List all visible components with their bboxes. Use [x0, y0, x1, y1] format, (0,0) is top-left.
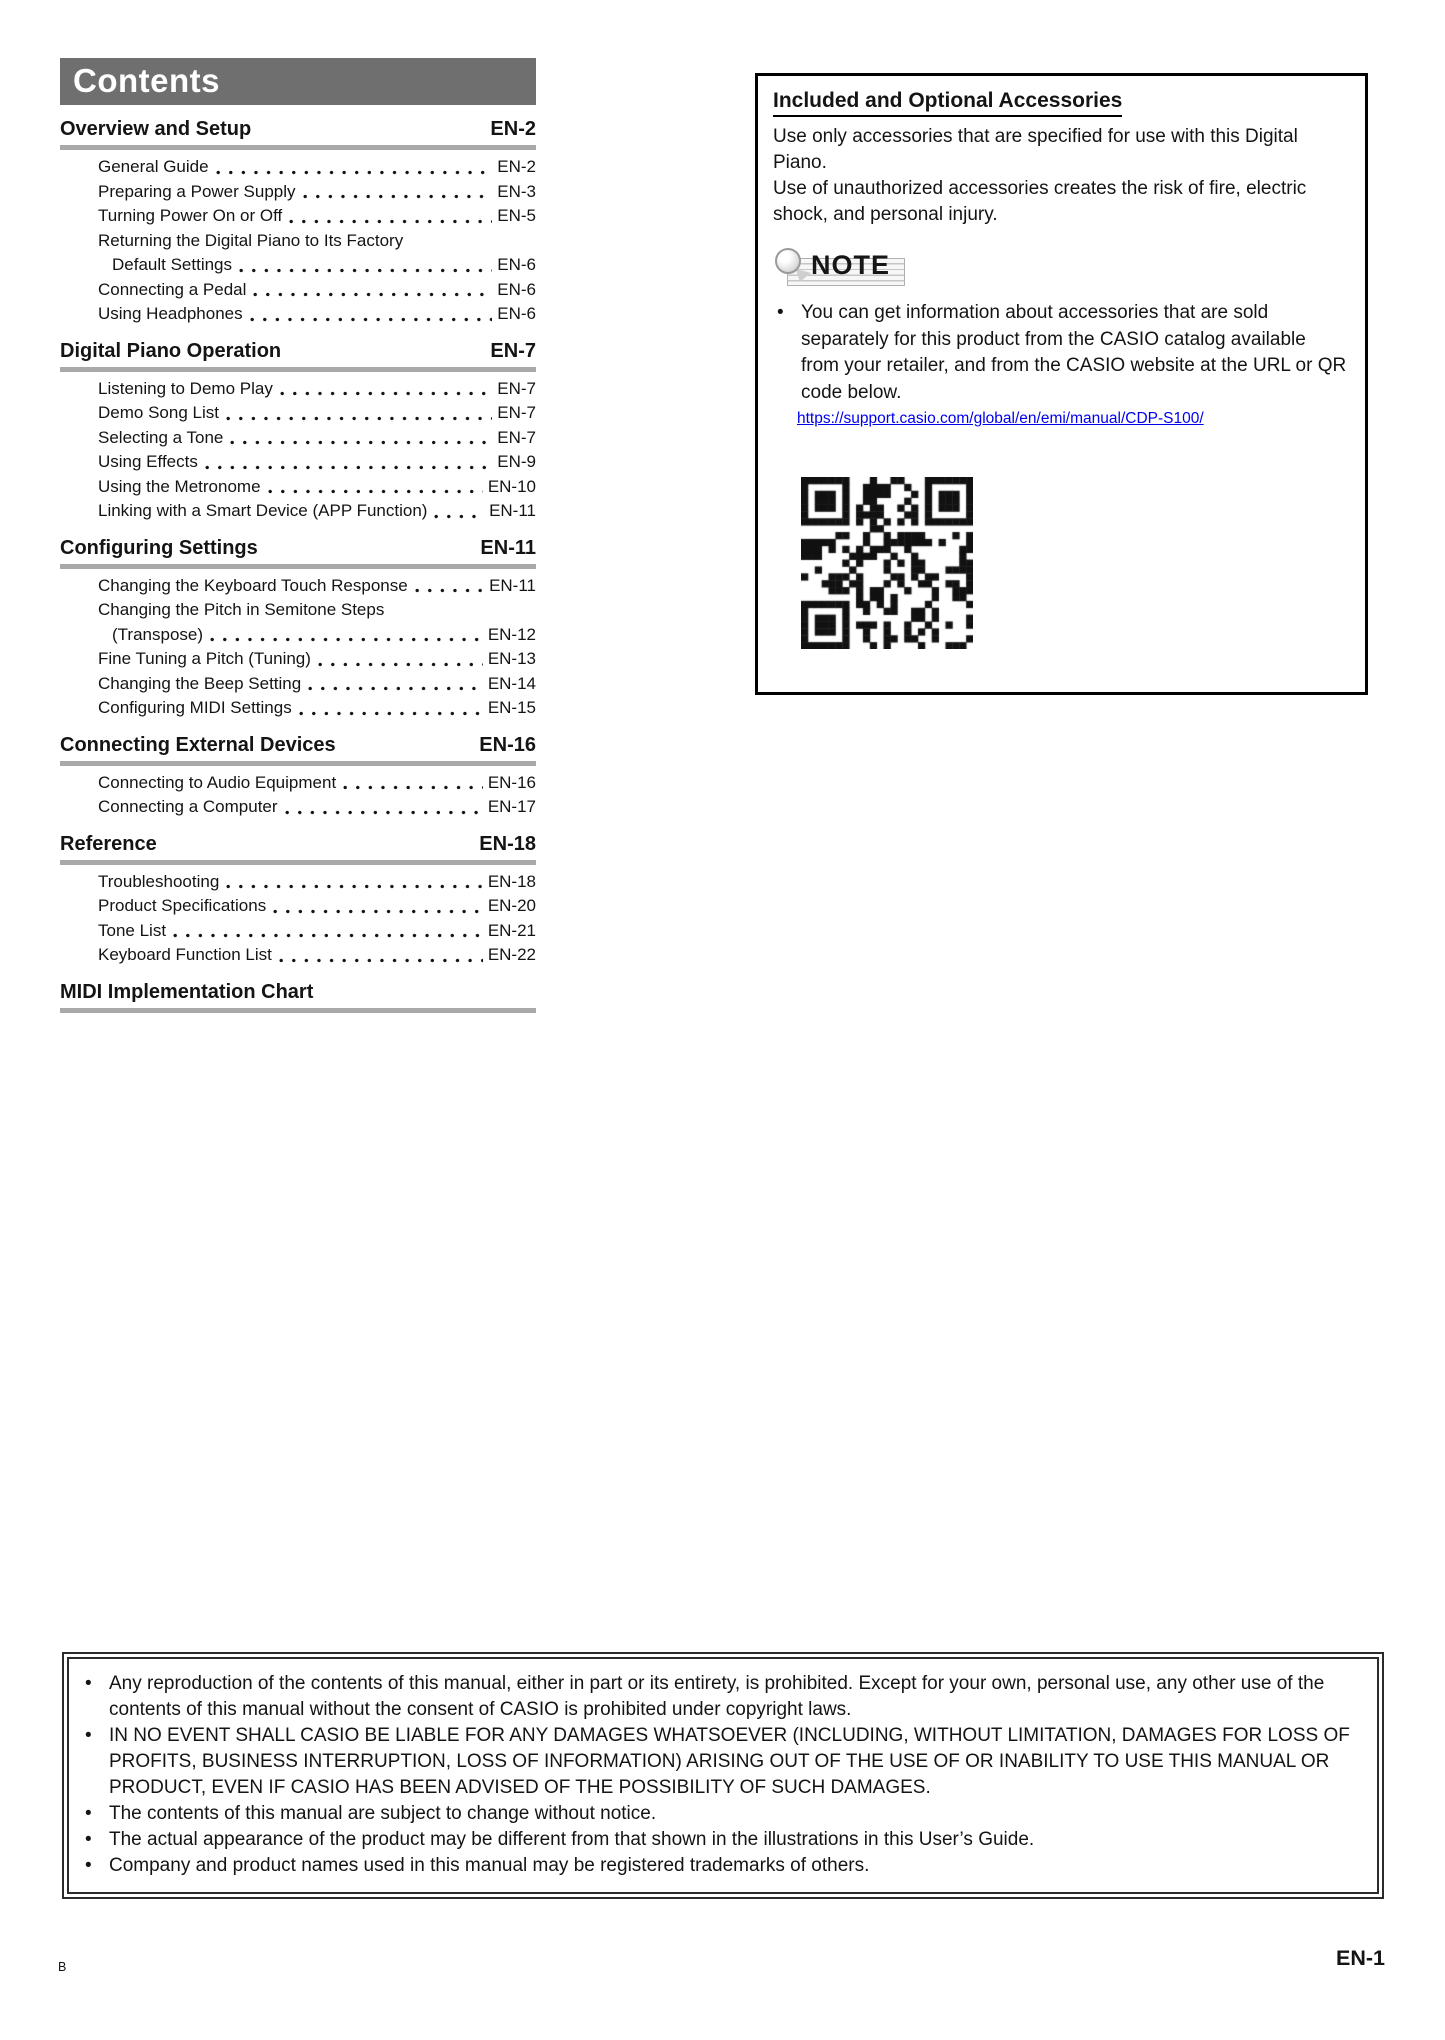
dot-leader [210, 637, 483, 642]
toc-item-label: Tone List [98, 920, 167, 940]
dot-leader [279, 958, 483, 963]
toc-item [60, 302, 536, 327]
toc-section-page: EN-2 [490, 118, 536, 140]
legal-bullet [81, 1827, 1359, 1853]
dot-leader [226, 884, 483, 889]
note-icon [775, 248, 915, 288]
dot-leader [285, 810, 483, 815]
dot-leader [253, 292, 492, 297]
toc-item [60, 647, 536, 672]
section-rule [60, 1008, 536, 1013]
toc-item [60, 771, 536, 796]
dot-leader [230, 440, 492, 445]
toc-item-page: EN-6 [497, 255, 536, 274]
toc-section-heading [60, 733, 536, 758]
toc-section [60, 980, 536, 1013]
toc-section-heading [60, 980, 536, 1005]
toc-item-page: EN-6 [497, 279, 536, 299]
dot-leader [173, 933, 483, 938]
toc-item-label: Connecting a Computer [98, 797, 278, 816]
toc-item-label: Troubleshooting [98, 871, 220, 891]
toc-section-page: EN-7 [490, 339, 536, 362]
note-bullet [773, 300, 1349, 406]
legal-bullet [81, 1853, 1359, 1879]
casio-manual-link[interactable]: https://support.casio.com/global/en/emi/manual/CDP-S100/ [797, 410, 1204, 427]
toc-section-heading [60, 117, 536, 142]
legal-list [81, 1671, 1359, 1879]
legal-bullet-text: • Company and product names used in this manual may be registered trademarks of others. [109, 1855, 870, 1876]
toc-item-label: Connecting a Pedal [98, 279, 247, 299]
section-rule [60, 145, 536, 150]
toc-item-page: EN-7 [497, 378, 536, 398]
toc-item-page: EN-16 [487, 772, 536, 792]
legal-bullet-text: • The actual appearance of the product may be different from that shown in the illustrations in this User’s Guide. [109, 1829, 1035, 1850]
toc-item [60, 155, 536, 180]
toc-item-label: (Transpose) [112, 624, 204, 644]
accessories-box [755, 73, 1368, 695]
dot-leader [250, 317, 493, 322]
toc-section-heading [60, 536, 536, 561]
toc-item [60, 696, 536, 721]
toc-item-label: General Guide [98, 157, 209, 176]
toc-item-page: EN-7 [497, 403, 536, 422]
toc-item-line1: Returning the Digital Piano to Its Factory [98, 230, 404, 250]
toc-item [60, 672, 536, 697]
toc-section-heading [60, 339, 536, 364]
contents-column [60, 58, 536, 1018]
toc-section [60, 832, 536, 968]
toc-item [60, 377, 536, 402]
accessories-title: Included and Optional Accessories [773, 89, 1122, 117]
section-rule [60, 564, 536, 569]
toc-item-label: Using the Metronome [98, 476, 261, 496]
legal-box [62, 1652, 1384, 1899]
legal-bullet-text: • Any reproduction of the contents of this manual, either in part or its entirety, is prohibited. Except for your own, personal use, any other use of the contents of this manual without the consent of CASIO is prohibited under copyright laws. [109, 1673, 1325, 1720]
toc-item [60, 450, 536, 475]
toc-section-title: MIDI Implementation Chart [60, 980, 314, 1003]
toc-item-label: Changing the Keyboard Touch Response [98, 575, 408, 595]
toc-item [60, 943, 536, 968]
toc-item-page: EN-10 [487, 476, 536, 496]
toc-item [60, 401, 536, 426]
toc-item [60, 574, 536, 599]
toc-item-page: EN-11 [489, 501, 536, 520]
toc-item-label: Turning Power On or Off [98, 206, 283, 225]
toc-item [60, 499, 536, 524]
toc-item-page: EN-13 [487, 649, 536, 668]
toc-item-label: Fine Tuning a Pitch (Tuning) [98, 649, 311, 668]
toc-item-label: Changing the Beep Setting [98, 673, 302, 693]
toc-item-page: EN-2 [497, 157, 536, 176]
toc-item-page: EN-7 [497, 427, 536, 447]
legal-bullet-text: • The contents of this manual are subject to change without notice. [109, 1803, 657, 1824]
legal-bullet [81, 1723, 1359, 1801]
accessories-paragraph-1: Use only accessories that are specified for use with this Digital Piano. [773, 126, 1298, 173]
toc-item-page: EN-12 [487, 624, 536, 644]
toc-item-page: EN-5 [497, 206, 536, 225]
contents-title: Contents [73, 62, 220, 99]
dot-leader [239, 268, 492, 273]
dot-leader [268, 489, 483, 494]
toc-item [60, 919, 536, 944]
toc-section [60, 733, 536, 820]
toc-item-page: EN-14 [487, 673, 536, 693]
legal-bullet-text: • IN NO EVENT SHALL CASIO BE LIABLE FOR ANY DAMAGES WHATSOEVER (INCLUDING, WITHOUT LIMITATION, DAMAGES FOR LOSS OF PROFITS, BUSINESS INTERRUPTION, LOSS OF INFORMATION) ARISING OUT OF THE USE OF OR INABILITY TO USE THIS MANUAL OR PRODUCT, EVEN IF CASIO HAS BEEN ADVISED OF THE POSSIBILITY OF SUCH DAMAGES. [109, 1725, 1350, 1798]
legal-bullet [81, 1801, 1359, 1827]
toc-section-heading [60, 832, 536, 857]
toc-item-label: Default Settings [112, 255, 233, 274]
dot-leader [415, 588, 484, 593]
toc-section-title: Connecting External Devices [60, 733, 336, 756]
toc-item-label: Keyboard Function List [98, 945, 272, 964]
toc-section-page: EN-18 [479, 832, 536, 855]
toc-section-title: Reference [60, 832, 157, 855]
footer-revision-mark: B [58, 1960, 67, 1974]
legal-box-inner [67, 1657, 1379, 1894]
toc-item-page: EN-21 [487, 920, 536, 940]
toc-item-label: Configuring MIDI Settings [98, 698, 292, 717]
section-rule [60, 761, 536, 766]
toc-section [60, 536, 536, 721]
toc-item-page: EN-20 [487, 896, 536, 915]
manual-link-line [797, 407, 1349, 431]
toc-item [60, 623, 536, 648]
toc-item [60, 870, 536, 895]
dot-leader [343, 785, 483, 790]
toc-item-label: Connecting to Audio Equipment [98, 772, 337, 792]
toc-item-label: Using Headphones [98, 304, 243, 323]
note-bullet-text: • You can get information about accessories that are sold separately for this product from the CASIO catalog available from your retailer, and from the CASIO website at the URL or QR code below. [801, 302, 1347, 403]
toc-item [60, 426, 536, 451]
toc-item-line1: Changing the Pitch in Semitone Steps [98, 600, 385, 619]
dot-leader [303, 194, 493, 199]
dot-leader [289, 219, 492, 224]
dot-leader [216, 170, 493, 175]
toc-item-label: Linking with a Smart Device (APP Function) [98, 501, 428, 520]
toc-section [60, 117, 536, 327]
toc-item-label: Listening to Demo Play [98, 378, 273, 398]
toc-item-page: EN-3 [497, 181, 536, 201]
toc-section [60, 339, 536, 524]
toc-item-page: EN-6 [497, 304, 536, 323]
toc-section-title: Configuring Settings [60, 536, 258, 559]
section-rule [60, 860, 536, 865]
toc-item [60, 278, 536, 303]
toc-item-page: EN-22 [487, 945, 536, 964]
dot-leader [273, 909, 483, 914]
section-rule [60, 367, 536, 372]
toc-item [60, 204, 536, 229]
toc-item-label: Demo Song List [98, 403, 219, 422]
dot-leader [308, 686, 483, 691]
toc-item [60, 253, 536, 278]
dot-leader [434, 514, 484, 519]
dot-leader [318, 662, 483, 667]
toc-item-page: EN-18 [487, 871, 536, 891]
toc-sections [60, 117, 536, 1013]
toc-item-label: Selecting a Tone [98, 427, 224, 447]
toc-section-title: Digital Piano Operation [60, 339, 282, 362]
toc-item [60, 894, 536, 919]
accessories-paragraph-2: Use of unauthorized accessories creates the risk of fire, electric shock, and personal injury. [773, 178, 1307, 225]
dot-leader [299, 711, 483, 716]
toc-item-page: EN-17 [487, 797, 536, 816]
footer-page-number: EN-1 [1336, 1946, 1385, 1970]
toc-item-label: Product Specifications [98, 896, 267, 915]
toc-item-label: Using Effects [98, 452, 198, 471]
note-label: NOTE [811, 250, 891, 280]
dot-leader [280, 391, 492, 396]
toc-item-page: EN-15 [487, 698, 536, 717]
dot-leader [226, 416, 492, 421]
toc-item [60, 180, 536, 205]
legal-bullet [81, 1671, 1359, 1723]
dot-leader [205, 465, 492, 470]
magnifier-icon [775, 248, 801, 274]
toc-section-page: EN-11 [480, 536, 536, 559]
toc-section-page: EN-16 [479, 733, 536, 756]
toc-item [60, 475, 536, 500]
toc-section-title: Overview and Setup [60, 118, 252, 140]
toc-item-page: EN-11 [489, 575, 536, 595]
contents-banner [60, 58, 536, 105]
toc-item [60, 795, 536, 820]
qr-wrap [801, 477, 1349, 649]
qr-code [801, 477, 973, 649]
toc-item-label: Preparing a Power Supply [98, 181, 296, 201]
toc-item-page: EN-9 [497, 452, 536, 471]
